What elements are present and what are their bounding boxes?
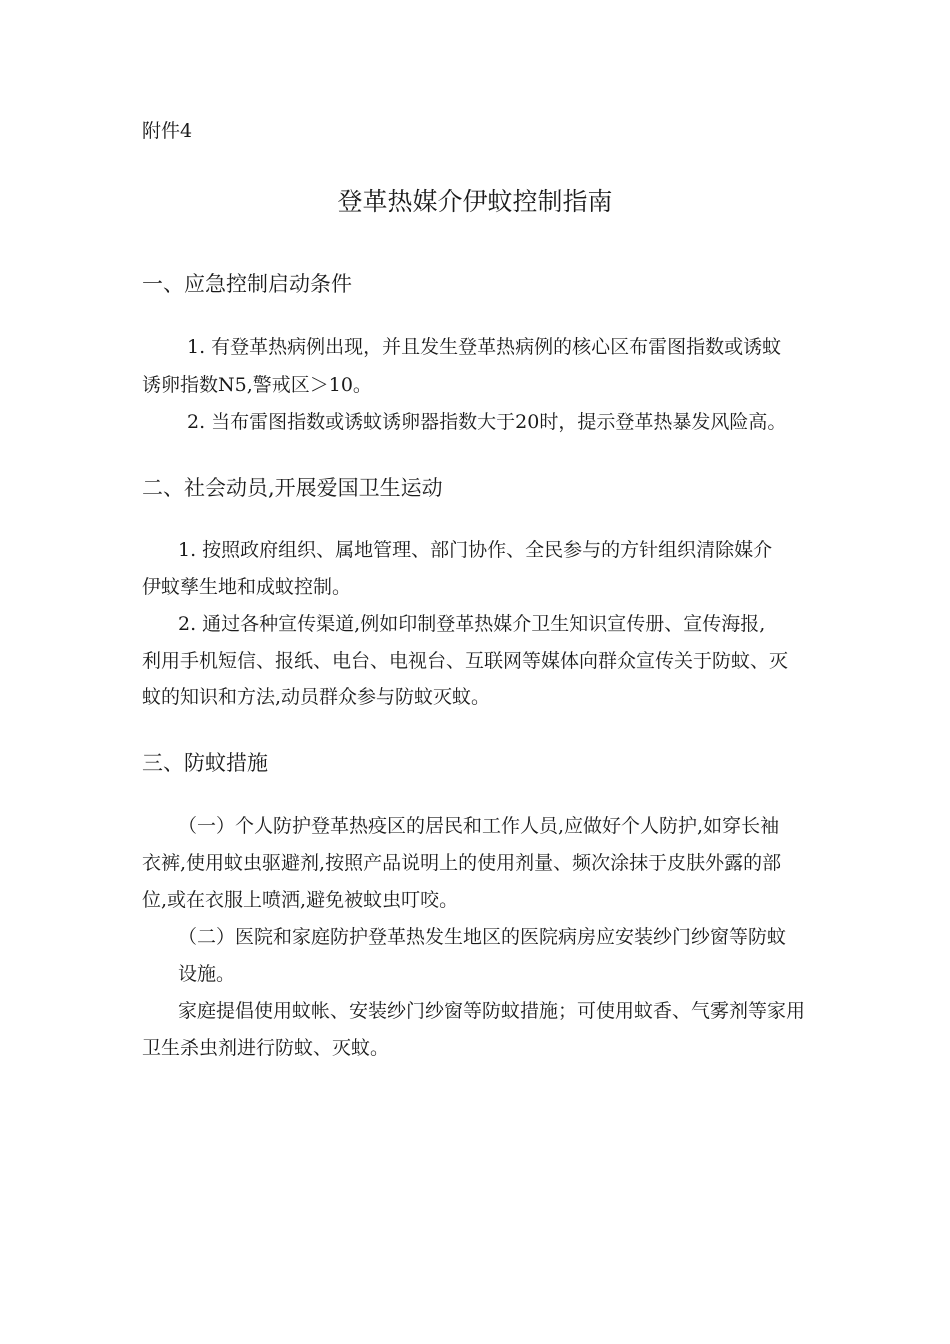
paragraph-line: 2. 通过各种宣传渠道,例如印制登革热媒介卫生知识宣传册、宣传海报, xyxy=(178,613,766,635)
section-heading-2: 二、社会动员,开展爱国卫生运动 xyxy=(142,476,443,500)
document-title: 登革热媒介伊蚊控制指南 xyxy=(337,187,613,216)
paragraph-line: （一）个人防护登革热疫区的居民和工作人员,应做好个人防护,如穿长袖 xyxy=(178,815,780,837)
attachment-label: 附件4 xyxy=(142,120,193,142)
paragraph-line: 家庭提倡使用蚊帐、安装纱门纱窗等防蚊措施；可使用蚊香、气雾剂等家用 xyxy=(178,1000,806,1022)
paragraph-line: 卫生杀虫剂进行防蚊、灭蚊。 xyxy=(142,1037,390,1059)
paragraph-line: 设施。 xyxy=(178,963,236,985)
paragraph-line: 1. 有登革热病例出现，并且发生登革热病例的核心区布雷图指数或诱蚊 xyxy=(187,336,782,358)
paragraph-line: 伊蚊孳生地和成蚊控制。 xyxy=(142,576,352,598)
paragraph-line: （二）医院和家庭防护登革热发生地区的医院病房应安装纱门纱窗等防蚊 xyxy=(178,926,787,948)
paragraph-line: 衣裤,使用蚊虫驱避剂,按照产品说明上的使用剂量、频次涂抹于皮肤外露的部 xyxy=(142,852,782,874)
paragraph-line: 2. 当布雷图指数或诱蚊诱卵器指数大于20时，提示登革热暴发风险高。 xyxy=(187,411,787,433)
paragraph-line: 位,或在衣服上喷洒,避免被蚊虫叮咬。 xyxy=(142,889,459,911)
paragraph-line: 1. 按照政府组织、属地管理、部门协作、全民参与的方针组织清除媒介 xyxy=(178,539,773,561)
section-heading-1: 一、应急控制启动条件 xyxy=(142,272,352,296)
paragraph-line: 蚊的知识和方法,动员群众参与防蚊灭蚊。 xyxy=(142,686,491,708)
section-heading-3: 三、防蚊措施 xyxy=(142,751,268,775)
paragraph-line: 诱卵指数N5,警戒区＞10。 xyxy=(142,374,372,396)
paragraph-line: 利用手机短信、报纸、电台、电视台、互联网等媒体向群众宣传关于防蚊、灭 xyxy=(142,650,789,672)
